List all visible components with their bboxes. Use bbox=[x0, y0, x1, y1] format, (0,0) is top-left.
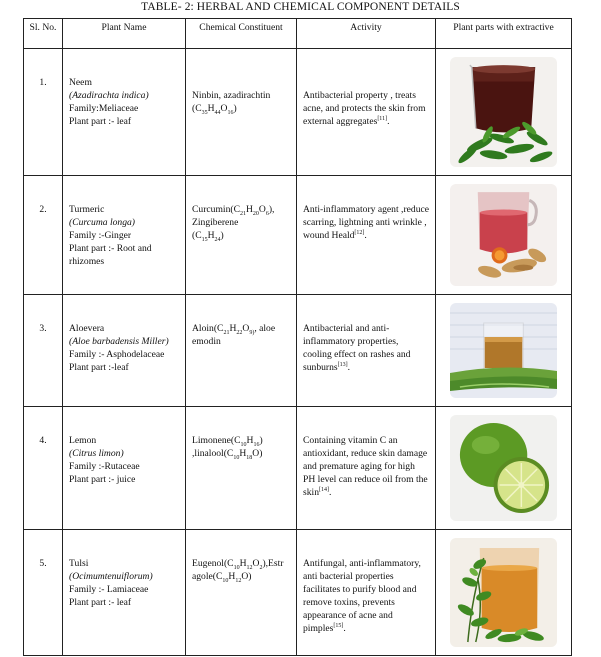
plant-name: Lemon bbox=[69, 435, 97, 446]
plant-part: Plant part :- juice bbox=[69, 474, 136, 485]
tulsi-extract-image bbox=[450, 538, 557, 647]
neem-extract-image bbox=[450, 57, 557, 167]
plant-scientific-name: (Citrus limon) bbox=[69, 448, 124, 459]
plant-part: Plant part :- leaf bbox=[69, 597, 132, 608]
table-header-row bbox=[24, 19, 572, 49]
header-activity: Activity bbox=[297, 19, 436, 49]
row-sl: 2. bbox=[39, 204, 47, 215]
plant-family: Family :- Lamiaceae bbox=[69, 584, 149, 595]
header-sl-no: Sl. No. bbox=[24, 19, 63, 49]
table-row bbox=[24, 295, 572, 407]
plant-name: Aloevera bbox=[69, 323, 105, 334]
reference-mark: [12] bbox=[354, 229, 365, 236]
row-sl: 3. bbox=[39, 323, 47, 334]
row-sl: 4. bbox=[39, 435, 47, 446]
chemical-constituent: $Limonene(C_{10}H_{16})$ $,linalool(C_{10}H_{18}O)$ bbox=[192, 435, 263, 461]
chemical-constituent: $Eugenol(C_{10}H_{12}O_2),Estr$ $agole(C_{10}H_{12}O)$ bbox=[192, 558, 284, 584]
plant-scientific-name: (Azadirachta indica) bbox=[69, 90, 149, 101]
reference-mark: [14] bbox=[319, 486, 329, 493]
plant-scientific-name: (Curcuma longa) bbox=[69, 217, 135, 228]
table-title: TABLE- 2: HERBAL AND CHEMICAL COMPONENT DETAILS bbox=[141, 1, 460, 13]
table-row bbox=[24, 407, 572, 530]
reference-mark: [13] bbox=[337, 361, 348, 368]
header-chemical-constituent: Chemical Constituent bbox=[186, 19, 297, 49]
plant-name: Tulsi bbox=[69, 558, 89, 569]
table-row bbox=[24, 49, 572, 176]
plant-name: Turmeric bbox=[69, 204, 105, 215]
plant-scientific-name: (Aloe barbadensis Miller) bbox=[69, 336, 169, 347]
plant-scientific-name: (Ocimumtenuiflorum) bbox=[69, 571, 153, 582]
turmeric-extract-image bbox=[450, 184, 557, 286]
aloevera-extract-image bbox=[450, 303, 557, 398]
activity-text: Anti-inflammatory agent ,reduce scarring, lightning anti wrinkle , wound Heald[12]. bbox=[303, 204, 430, 241]
header-plant-parts: Plant parts with extractive bbox=[436, 19, 572, 49]
chemical-constituent: $Aloin(C_{21}H_{22}O_{9)}$, aloe emodin bbox=[192, 323, 276, 347]
plant-name: Neem bbox=[69, 77, 92, 88]
lemon-extract-image bbox=[450, 415, 557, 521]
chemical-constituent: $Curcumin(C_{21}H_{20}O_6)$, Zingiberene $(C_{15}H_{24})$ bbox=[192, 204, 275, 243]
row-sl: 1. bbox=[39, 77, 47, 88]
reference-mark: [15] bbox=[333, 622, 344, 629]
activity-text: Antifungal, anti-inflammatory, anti bacterial properties facilitates to purify blood and remove toxins, prevents appearance of acne and pimples[15]. bbox=[303, 558, 421, 634]
plant-family: Family:Meliaceae bbox=[69, 103, 139, 114]
plant-part: Plant part :- leaf bbox=[69, 116, 132, 127]
activity-text: Containing vitamin C an antioxidant, reduce skin damage and premature aging for high PH level can reduce oil from the skin[14]. bbox=[303, 435, 428, 498]
activity-text: Antibacterial property , treats acne, and protects the skin from external aggregates[11]. bbox=[303, 90, 426, 127]
plant-family: Family :-Rutaceae bbox=[69, 461, 140, 472]
row-sl: 5. bbox=[39, 558, 47, 569]
plant-part: Plant part :- Root and rhizomes bbox=[69, 243, 152, 267]
herbal-component-table bbox=[23, 18, 572, 656]
plant-family: Family :- Asphodelaceae bbox=[69, 349, 165, 360]
table-row bbox=[24, 176, 572, 295]
header-plant-name: Plant Name bbox=[63, 19, 186, 49]
chemical-constituent: Ninbin, azadirachtin $(C_{35}H_{44}O_{16})$ bbox=[192, 90, 271, 116]
activity-text: Antibacterial and anti-inflammatory properties, cooling effect on rashes and sunburns[13]. bbox=[303, 323, 411, 373]
table-row bbox=[24, 530, 572, 656]
plant-family: Family :-Ginger bbox=[69, 230, 132, 241]
plant-part: Plant part :-leaf bbox=[69, 362, 129, 373]
reference-mark: [11] bbox=[377, 115, 388, 122]
